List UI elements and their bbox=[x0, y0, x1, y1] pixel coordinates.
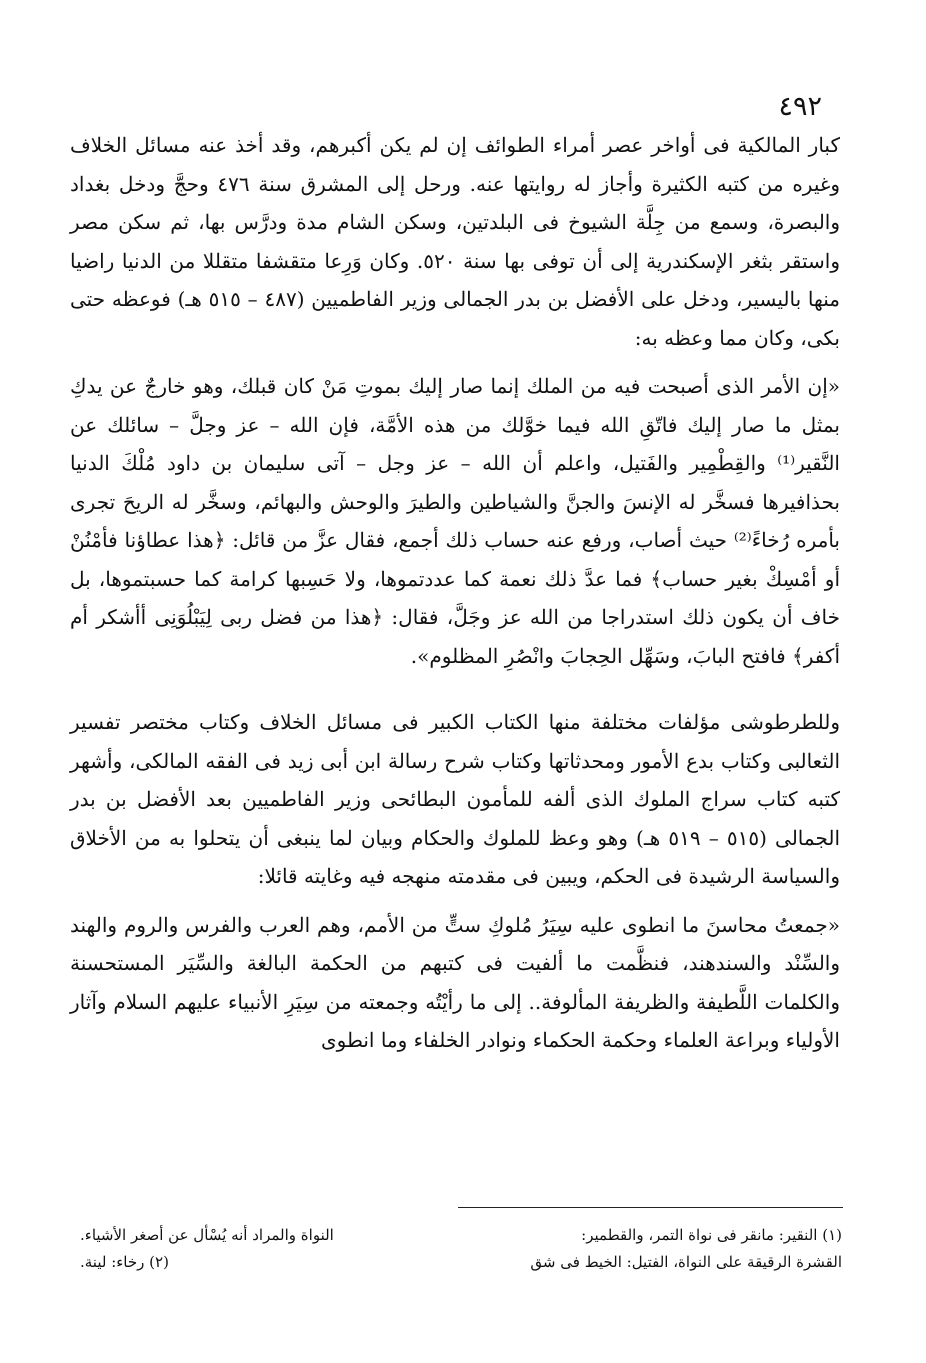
footnote-row bbox=[80, 1222, 842, 1249]
page-number: ٤٩٢ bbox=[778, 91, 822, 122]
footnote-1-end: النواة والمراد أنه يُسْأل عن أصغر الأشياء. bbox=[80, 1226, 334, 1244]
footnote-divider bbox=[458, 1207, 843, 1208]
footnote-2: (٢) رخاء: لينة. bbox=[80, 1253, 169, 1271]
footnote-1-start: (١) النقير: مانقر فى نواة التمر، والقطمير: bbox=[581, 1226, 842, 1244]
footnote-1-continued: القشرة الرقيقة على النواة، الفتيل: الخيط فى شق bbox=[530, 1253, 842, 1271]
main-text bbox=[70, 126, 840, 1060]
footnote-row bbox=[80, 1249, 842, 1276]
paragraph-biography: كبار المالكية فى أواخر عصر أمراء الطوائف إن لم يكن أكبرهم، وقد أخذ عنه مسائل الخلاف وغيره من كتبه الكثيرة وأجاز له روايتها عنه. ورحل إلى المشرق سنة ٤٧٦ وحجَّ ودخل بغداد والبصرة، وسمع من جِلَّة الشيوخ فى البلدتين، وسكن الشام مدة ودرَّس بها، ثم سكن مصر واستقر بثغر الإسكندرية إلى أن توفى بها سنة ٥٢٠. وكان وَرِعا متقشفا متقللا من الدنيا راضيا منها باليسير، ودخل على الأفضل بن بدر الجمالى وزير الفاطميين (٤٨٧ – ٥١٥ هـ) فوعظه حتى بكى، وكان مما وعظه به: bbox=[70, 133, 840, 350]
quote-sermon: «إن الأمر الذى أصبحت فيه من الملك إنما صار إليك بموتِ مَنْ كان قبلك، وهو خارجٌ عن يدكِ بمثل ما صار إليك فاتّقِ الله فيما خوَّلك من هذه الأمَّة، فإن الله – عز وجلَّ – سائلك عن النَّقير⁽¹⁾ والقِطْمِير والفَتيل، واعلم أن الله – عز وجل – آتى سليمان بن داود مُلْكَ الدنيا بحذافيرها فسخَّر له الإنسَ والجنَّ والشياطين والطيرَ والوحش والبهائم، وسخَّر له الريحَ تجرى بأمره رُخاءً⁽²⁾ حيث أصاب، ورفع عنه حساب ذلك أجمع، فقال عزَّ من قائل: ﴿هذا عطاؤنا فأمْنُنْ أو أمْسِكْ بغير حساب﴾ فما عدَّ ذلك نعمة كما عددتموها، ولا حَسِبها كرامة كما حسبتموها، بل خاف أن يكون ذلك استدراجا من الله عز وجَلَّ، فقال: ﴿هذا من فضل ربى لِيَبْلُوَنِى أأشكر أم أكفر﴾ فافتح البابَ، وسَهِّل الحِجابَ وانْصُرِ المظلوم». bbox=[70, 374, 840, 668]
paragraph-works: وللطرطوشى مؤلفات مختلفة منها الكتاب الكبير فى مسائل الخلاف وكتاب مختصر تفسير الثعالبى وكتاب بدع الأمور ومحدثاتها وكتاب شرح رسالة ابن أبى زيد فى الفقه المالكى، وأشهر كتبه كتاب سراج الملوك الذى ألفه للمأمون البطائحى وزير الفاطميين بعد الأفضل بن بدر الجمالى (٥١٥ – ٥١٩ هـ) وهو وعظ للملوك والحكام وبيان لما ينبغى أن يتحلوا به من الأخلاق والسياسة الرشيدة فى الحكم، ويبين فى مقدمته منهجه فيه وغايته قائلا: bbox=[70, 710, 840, 888]
footnotes bbox=[80, 1222, 842, 1276]
quote-siraj-al-muluk: «جمعتُ محاسنَ ما انطوى عليه سِيَرُ مُلوكِ ستٍّ من الأمم، وهم العرب والفرس والروم والهند والسِّنْد والسندهند، فنظَّمت ما ألفيت فى كتبهم من الحكمة البالغة والسِّيَر المستحسنة والكلمات اللَّطيفة والظريفة المألوفة.. إلى ما رأيْتُه وجمعته من سِيَرِ الأنبياء عليهم السلام وآثار الأولياء وبراعة العلماء وحكمة الحكماء ونوادر الخلفاء وما انطوى bbox=[70, 912, 840, 1052]
